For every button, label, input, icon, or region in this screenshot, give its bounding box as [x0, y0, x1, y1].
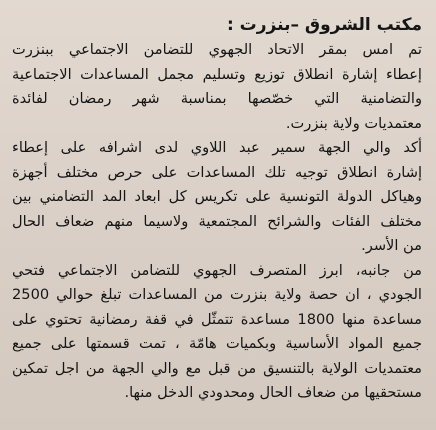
article-paragraph-3: [12, 259, 422, 406]
article-paragraph-1: [12, 38, 422, 136]
paragraph-line: من جانبه، ابرز المتصرف الجهوي للتضامن الاجتماعي فتحي: [12, 261, 422, 279]
paragraph-line: تم امس بمقر الاتحاد الجهوي للتضامن الاجتماعي ببنزرت: [12, 41, 422, 58]
article-paragraph-2: [12, 136, 422, 259]
article-dateline: مكتب الشروق –بنزرت :: [226, 15, 422, 35]
paragraph-line: من الأسر.: [361, 237, 422, 254]
paragraph-line: إعطاء إشارة انطلاق توزيع وتسليم مجمل المساعدات الاجتماعية: [12, 65, 422, 83]
paragraph-line: مختلف الفئات والشرائح المجتمعية ولاسيما منهم ضعاف الحال: [12, 212, 422, 230]
paragraph-line: والتضامنية التي خصّصها بمناسبة شهر رمضان لفائدة: [12, 90, 422, 107]
paragraph-line: مساعدة منها 1800 مساعدة تتمثّل في قفة رمضانية تحتوي على: [12, 310, 422, 328]
paragraph-line: وهياكل الدولة التونسية على تكريس كل ابعاد المد التضامني بين: [12, 188, 422, 205]
paragraph-line: أكد والي الجهة سمير عبد اللاوي لدى اشرافه على إعطاء: [12, 139, 422, 156]
paragraph-line: الجودي ، ان حصة ولاية بنزرت من المساعدات تبلغ حوالي 2500: [12, 286, 422, 303]
paragraph-line: معتمديات ولاية بنزرت.: [285, 114, 422, 132]
paragraph-line: جميع المواد الأساسية وبكميات هامّة ، تمت قسمتها على جميع: [12, 335, 422, 352]
paragraph-line: إشارة انطلاق توجيه تلك المساعدات على حرص مختلف أجهزة: [12, 163, 422, 181]
paragraph-line: معتمديات الولاية بالتنسيق من قبل مع والي الجهة من اجل تمكين: [12, 359, 422, 377]
paragraph-line: مستحقيها من ضعاف الحال ومحدودي الدخل منها.: [124, 384, 422, 401]
